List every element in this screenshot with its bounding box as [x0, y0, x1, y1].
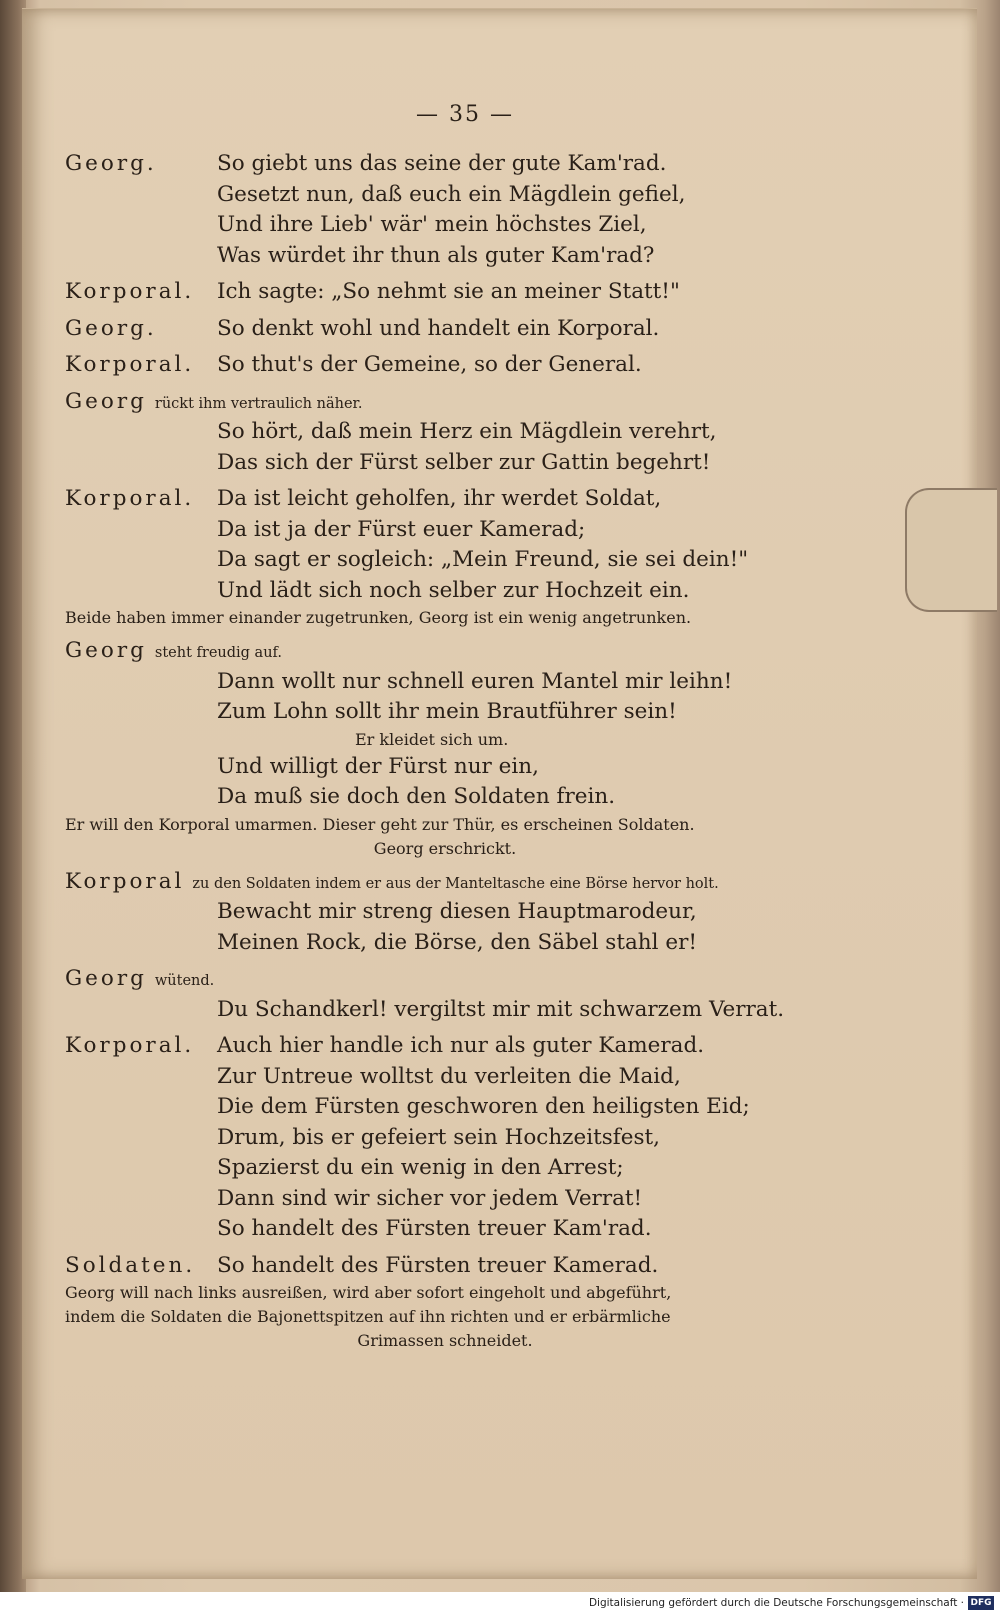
- dialogue-line: [65, 545, 845, 576]
- speaker-name: Georg: [65, 966, 147, 991]
- speaker-name: Georg.: [65, 315, 157, 341]
- dialogue-line: [65, 782, 845, 813]
- verse-text: Dann sind wir sicher vor jedem Verrat!: [217, 1185, 643, 1211]
- stage-direction: indem die Soldaten die Bajonettspitzen auf ihn richten und er erbärmliche: [65, 1307, 671, 1326]
- dialogue-line: [65, 576, 845, 607]
- dialogue-line: [65, 752, 845, 783]
- verse-text: Und ihre Lieb' wär' mein höchstes Ziel,: [217, 212, 647, 237]
- verse-text: Da sagt er sogleich: „Mein Freund, sie sei dein!": [217, 547, 749, 572]
- dialogue-line: [65, 1153, 845, 1184]
- speaker-direction: rückt ihm vertraulich näher.: [154, 395, 363, 412]
- verse-text: Bewacht mir streng diesen Hauptmarodeur,: [217, 899, 697, 924]
- speaker-name: Korporal.: [65, 279, 195, 304]
- verse-text: Zur Untreue wolltst du verleiten die Maid,: [217, 1063, 681, 1089]
- dialogue-line: [65, 667, 845, 698]
- speaker-name: Georg: [65, 638, 147, 663]
- verse-text: Was würdet ihr thun als guter Kam'rad?: [217, 242, 655, 268]
- dialogue-line: [65, 1031, 845, 1062]
- dialogue-line: [65, 241, 845, 272]
- verse-text: Gesetzt nun, daß euch ein Mägdlein gefiel,: [217, 181, 686, 207]
- verse-text: Drum, bis er gefeiert sein Hochzeitsfest,: [217, 1124, 660, 1150]
- speaker-name: Korporal.: [65, 352, 195, 377]
- verse-text: So giebt uns das seine der gute Kam'rad.: [217, 151, 667, 176]
- stage-direction: Er kleidet sich um.: [355, 729, 509, 749]
- dialogue-line: [65, 928, 845, 959]
- verse-text: Und willigt der Fürst nur ein,: [217, 753, 539, 779]
- verse-text: So handelt des Fürsten treuer Kam'rad.: [217, 1216, 652, 1241]
- verse-text: Und lädt sich noch selber zur Hochzeit ein.: [217, 577, 690, 603]
- dialogue-line: [65, 1251, 845, 1282]
- speaker-name: Korporal: [65, 868, 185, 894]
- speaker-name: Korporal.: [65, 486, 195, 511]
- dialogue-line: [65, 1062, 845, 1093]
- stage-direction: Er will den Korporal umarmen. Dieser geht zur Thür, es erscheinen Soldaten.: [65, 814, 695, 834]
- verse-text: Zum Lohn sollt ihr mein Brautführer sein!: [217, 699, 677, 724]
- dialogue-line: [65, 636, 845, 667]
- dialogue-line: [65, 210, 845, 241]
- verse-text: Da ist leicht geholfen, ihr werdet Soldat,: [217, 486, 662, 511]
- dialogue-line: [65, 1092, 845, 1123]
- verse-text: Die dem Fürsten geschworen den heiligsten Eid;: [217, 1094, 750, 1119]
- dialogue-line: [65, 995, 845, 1026]
- dialogue-line: [65, 417, 845, 448]
- stage-direction: Beide haben immer einander zugetrunken, Georg ist ein wenig angetrunken.: [65, 608, 692, 627]
- verse-text: So hört, daß mein Herz ein Mägdlein verehrt,: [217, 419, 717, 444]
- verse-text: Da ist ja der Fürst euer Kamerad;: [217, 516, 586, 542]
- stage-direction: Georg erschrickt.: [373, 838, 517, 858]
- dialogue-line: [65, 314, 845, 345]
- verse-text: Ich sagte: „So nehmt sie an meiner Statt!": [217, 279, 680, 304]
- stage-direction: Georg will nach links ausreißen, wird aber sofort eingeholt und abgeführt,: [65, 1283, 672, 1302]
- page-tab-marker: [905, 488, 997, 612]
- speaker-direction: zu den Soldaten indem er aus der Manteltasche eine Börse hervor holt.: [192, 875, 719, 892]
- dialogue-line: [65, 515, 845, 546]
- speaker-direction: wütend.: [154, 973, 215, 989]
- dialogue-line: [65, 897, 845, 928]
- dialogue-line: [65, 867, 845, 898]
- stage-direction: Grimassen schneidet.: [357, 1331, 533, 1350]
- dialogue-line: [65, 697, 845, 728]
- dialogue-line: [65, 149, 845, 180]
- speaker-direction: steht freudig auf.: [154, 645, 282, 661]
- verse-text: So thut's der Gemeine, so der General.: [217, 352, 642, 377]
- dialogue-line: [65, 964, 845, 995]
- dialogue-line: [65, 1184, 845, 1215]
- dialogue-line: [65, 180, 845, 211]
- verse-text: Du Schandkerl! vergiltst mir mit schwarzem Verrat.: [217, 996, 785, 1022]
- dfg-logo: DFG: [968, 1596, 994, 1610]
- footer-credit: Digitalisierung gefördert durch die Deutsche Forschungsgemeinschaft ·: [588, 1597, 964, 1609]
- speaker-name: Georg: [65, 388, 147, 414]
- dialogue-line: [65, 484, 845, 515]
- verse-text: Dann wollt nur schnell euren Mantel mir leihn!: [217, 668, 733, 694]
- speaker-name: Korporal.: [65, 1033, 195, 1058]
- verse-text: Das sich der Fürst selber zur Gattin begehrt!: [217, 449, 711, 475]
- page-number: — 35 —: [416, 102, 514, 127]
- verse-text: Auch hier handle ich nur als guter Kamerad.: [217, 1033, 705, 1058]
- speaker-name: Soldaten.: [65, 1252, 196, 1278]
- dialogue-line: [65, 387, 845, 418]
- dialogue-line: [65, 277, 845, 308]
- verse-text: Meinen Rock, die Börse, den Säbel stahl er!: [217, 929, 697, 955]
- speaker-name: Georg.: [65, 151, 157, 176]
- page-content: [65, 102, 845, 1353]
- verse-text: So handelt des Fürsten treuer Kamerad.: [217, 1252, 659, 1278]
- dialogue-block: [65, 149, 845, 1353]
- dialogue-line: [65, 350, 845, 381]
- verse-text: Spazierst du ein wenig in den Arrest;: [217, 1155, 624, 1180]
- verse-text: So denkt wohl und handelt ein Korporal.: [217, 315, 660, 341]
- verse-text: Da muß sie doch den Soldaten frein.: [217, 784, 616, 809]
- dialogue-line: [65, 1214, 845, 1245]
- dialogue-line: [65, 448, 845, 479]
- dialogue-line: [65, 1123, 845, 1154]
